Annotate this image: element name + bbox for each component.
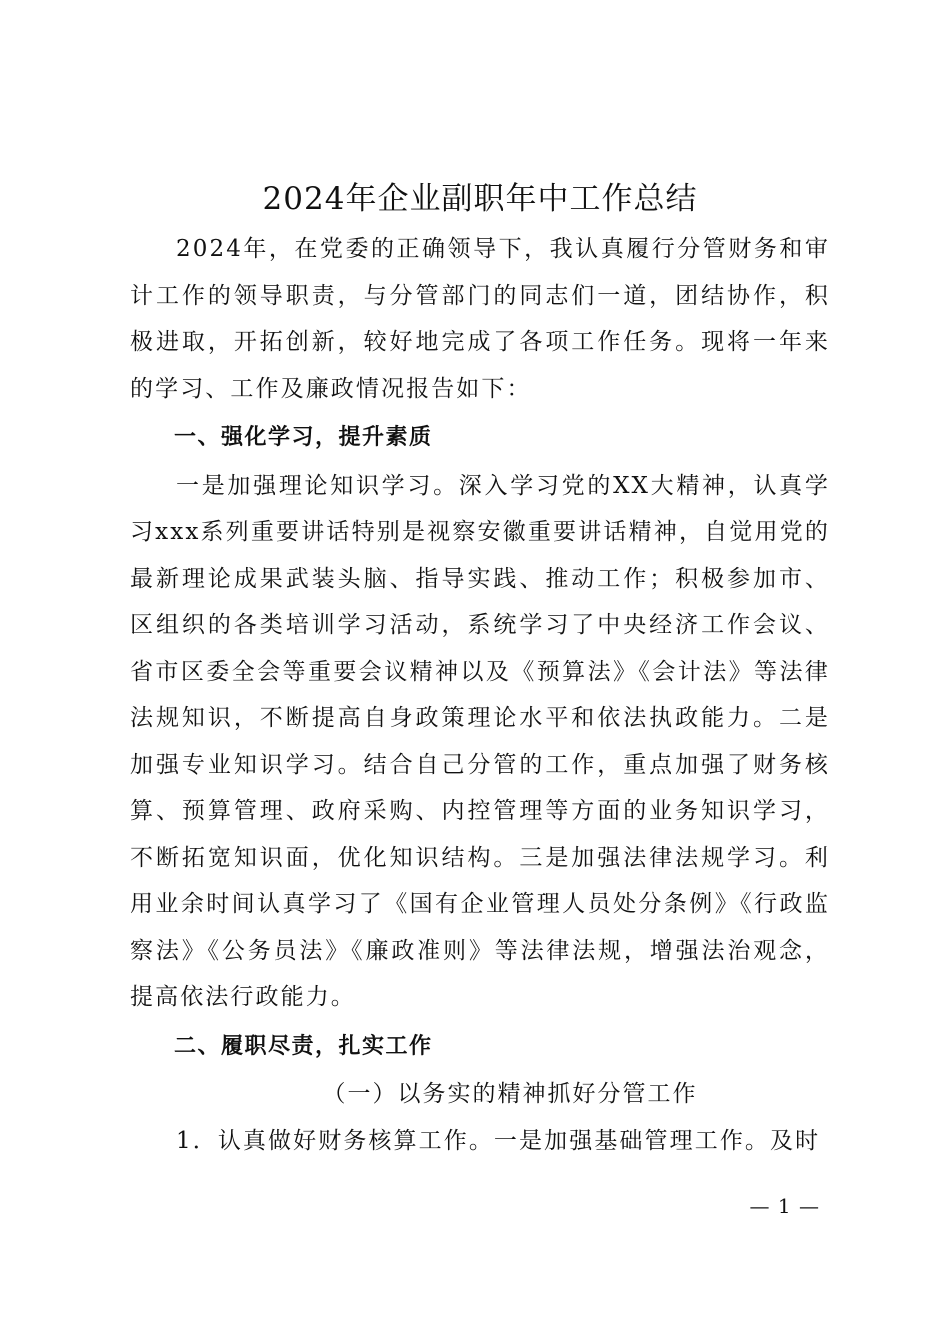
item-1-paragraph: 1．认真做好财务核算工作。一是加强基础管理工作。及时 xyxy=(176,1127,821,1154)
page-number: — 1 — xyxy=(749,1194,820,1218)
document-title: 2024年企业副职年中工作总结 xyxy=(262,181,698,217)
study-paragraph: 一是加强理论知识学习。深入学习党的XX大精神，认真学习xxx系列重要讲话特别是视察安徽重要讲话精神，自觉用党的最新理论成果武装头脑、指导实践、推动工作；积极参加市、区组织的各类培训学习活动，系统学习了中央经济工作会议、省市区委全会等重要会议精神以及《预算法》《会计法》等法律法规知识，不断提高自身政策理论水平和依法执政能力。二是加强专业知识学习。结合自己分管的工作，重点加强了财务核算、预算管理、政府采购、内控管理等方面的业务知识学习，不断拓宽知识面，优化知识结构。三是加强法律法规学习。利用业余时间认真学习了《国有企业管理人员处分条例》《行政监察法》《公务员法》《廉政准则》等法律法规，增强法治观念，提高依法行政能力。 xyxy=(130,472,830,1010)
section-heading-1: 一、强化学习，提升素质 xyxy=(174,425,433,450)
subsection-heading: （一）以务实的精神抓好分管工作 xyxy=(322,1081,698,1107)
intro-paragraph: 2024年，在党委的正确领导下，我认真履行分管财务和审计工作的领导职责，与分管部门的同志们一道，团结协作，积极进取，开拓创新，较好地完成了各项工作任务。现将一年来的学习、工作及廉政情况报告如下： xyxy=(130,236,830,402)
section-heading-2: 二、履职尽责，扎实工作 xyxy=(174,1033,433,1059)
document-body xyxy=(130,226,830,1164)
